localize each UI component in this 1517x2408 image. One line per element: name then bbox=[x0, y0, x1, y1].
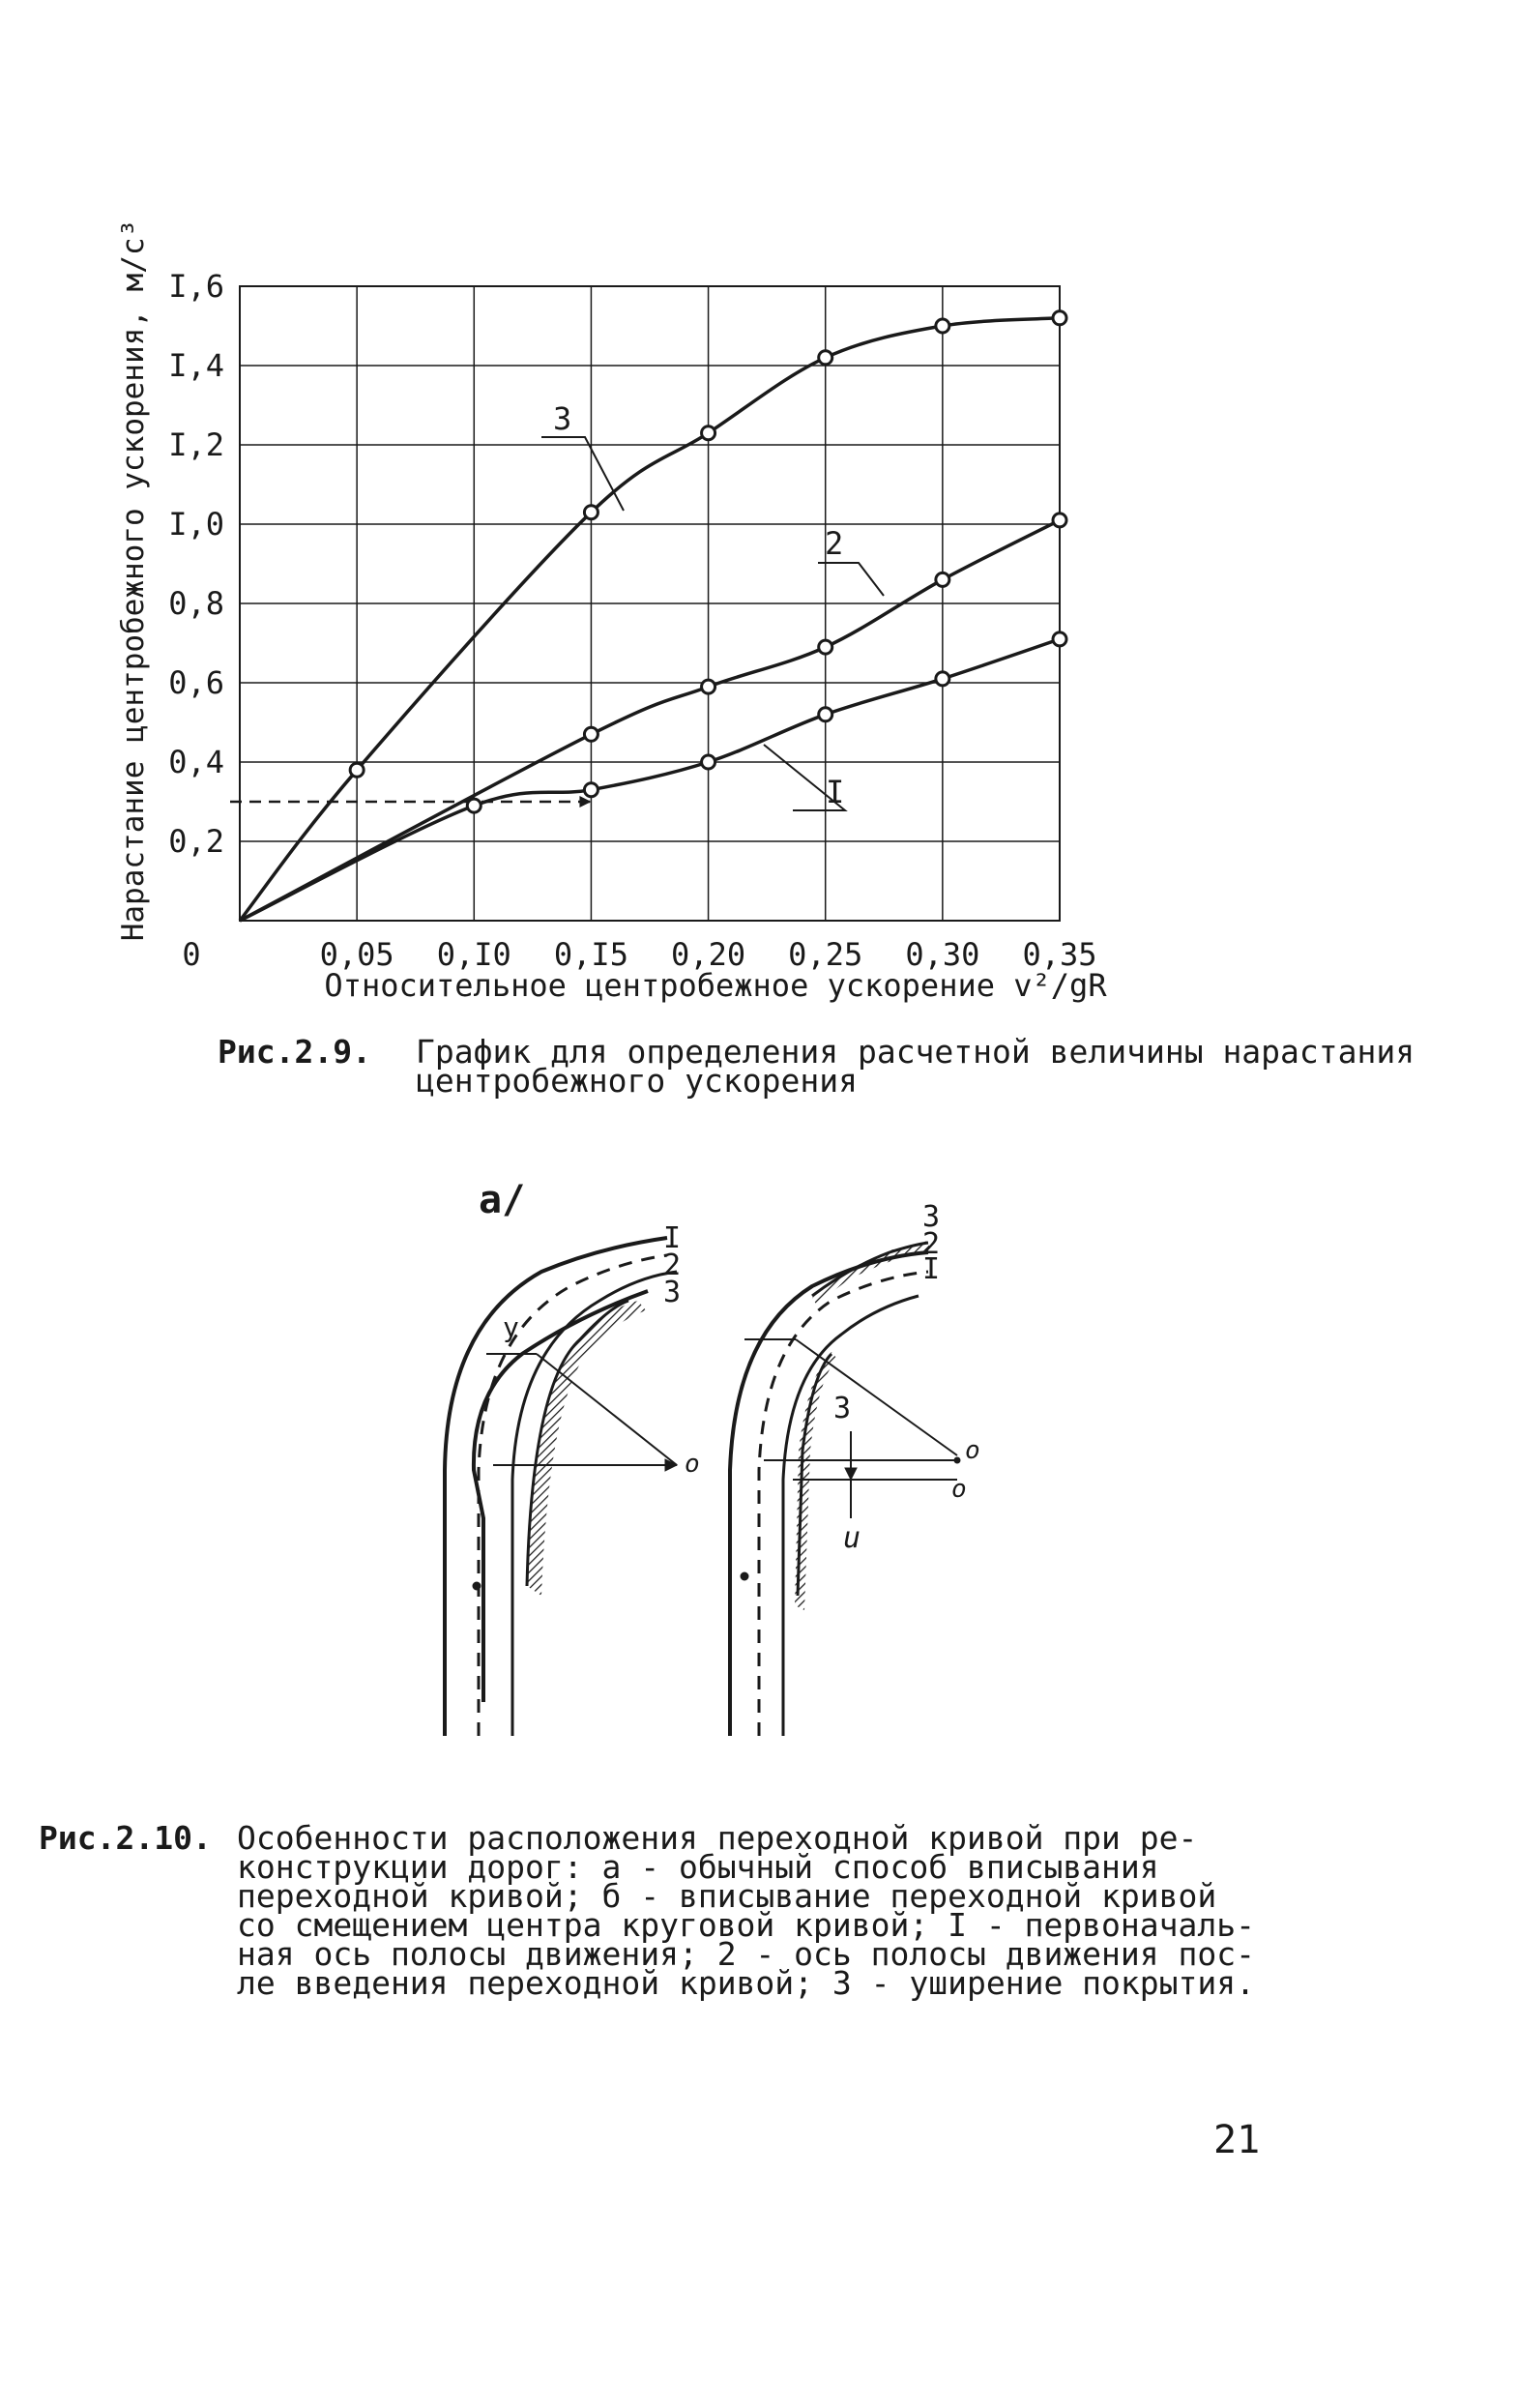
figure-2-10-caption-line-2: конструкции дорог: а - обычный способ вписывания bbox=[237, 1848, 1159, 1886]
left-curve-3-label: 3 bbox=[663, 1276, 682, 1309]
x-tick-label: 0,35 bbox=[1022, 936, 1097, 973]
right-curve-3-label: 3 bbox=[922, 1200, 941, 1234]
origin-label: 0 bbox=[182, 936, 201, 973]
left-center-label: о bbox=[685, 1450, 700, 1479]
figure-2-10-caption bbox=[39, 1821, 1296, 2053]
figure-2-10-caption-line-6: ле введения переходной кривой; 3 - уширение покрытия. bbox=[237, 1964, 1255, 2002]
left-curve-1-label: I bbox=[663, 1221, 682, 1255]
left-curve-2-label: 2 bbox=[663, 1248, 682, 1282]
page-number: 21 bbox=[1213, 2118, 1261, 2162]
x-tick-label: 0,20 bbox=[671, 936, 746, 973]
figure-2-10-caption-line-3: переходной кривой; б - вписывание переходной кривой bbox=[237, 1877, 1217, 1915]
y-tick-label: 0,2 bbox=[168, 823, 224, 860]
figure-2-9-label: Рис.2.9. bbox=[218, 1033, 371, 1071]
figure-2-9-caption-line-1: График для определения расчетной величины нарастания bbox=[416, 1033, 1415, 1071]
figure-2-10-caption-line-5: ная ось полосы движения; 2 - ось полосы движения пос- bbox=[237, 1935, 1255, 1973]
y-tick-label: I,2 bbox=[168, 426, 224, 463]
figure-2-9-caption-line-2: центробежного ускорения bbox=[416, 1062, 858, 1100]
y-tick-label: 0,4 bbox=[168, 744, 224, 780]
x-tick-label: 0,I0 bbox=[436, 936, 511, 973]
y-tick-label: 0,6 bbox=[168, 664, 224, 701]
y-axis-label: Нарастание центробежного ускорения, м/с³ bbox=[116, 219, 151, 942]
panel-left bbox=[445, 1238, 677, 1736]
right-curve-2-label: 2 bbox=[922, 1227, 941, 1261]
figure-2-10-caption-line-1: Особенности расположения переходной кривой при ре- bbox=[237, 1819, 1198, 1857]
series-label-3: 3 bbox=[553, 400, 572, 437]
right-center-2-label: о bbox=[951, 1475, 967, 1504]
right-widening-label: 3 bbox=[833, 1392, 852, 1425]
x-tick-label: 0,05 bbox=[319, 936, 394, 973]
right-u-label: u bbox=[843, 1521, 861, 1555]
figure-2-10-caption-line-4: со смещением центра круговой кривой; I - первоначаль- bbox=[237, 1906, 1255, 1944]
figure-2-10-panel-label: а/ bbox=[479, 1178, 526, 1222]
x-tick-label: 0,I5 bbox=[553, 936, 628, 973]
figure-2-10-label: Рис.2.10. bbox=[39, 1819, 212, 1857]
y-tick-label: 0,8 bbox=[168, 585, 224, 622]
y-tick-label: I,4 bbox=[168, 347, 224, 384]
series-label-I: I bbox=[826, 774, 845, 810]
series-label-2: 2 bbox=[825, 525, 844, 562]
panel-right bbox=[730, 1241, 960, 1736]
right-curve-1-label: I bbox=[922, 1252, 941, 1286]
left-shift-label: у bbox=[503, 1311, 519, 1343]
x-tick-label: 0,25 bbox=[788, 936, 863, 973]
y-tick-label: I,0 bbox=[168, 506, 224, 543]
x-tick-label: 0,30 bbox=[905, 936, 980, 973]
right-center-1-label: о bbox=[965, 1436, 980, 1465]
x-axis-label: Относительное центробежное ускорение v²/gR bbox=[324, 967, 1107, 1004]
y-tick-label: I,6 bbox=[168, 268, 224, 305]
